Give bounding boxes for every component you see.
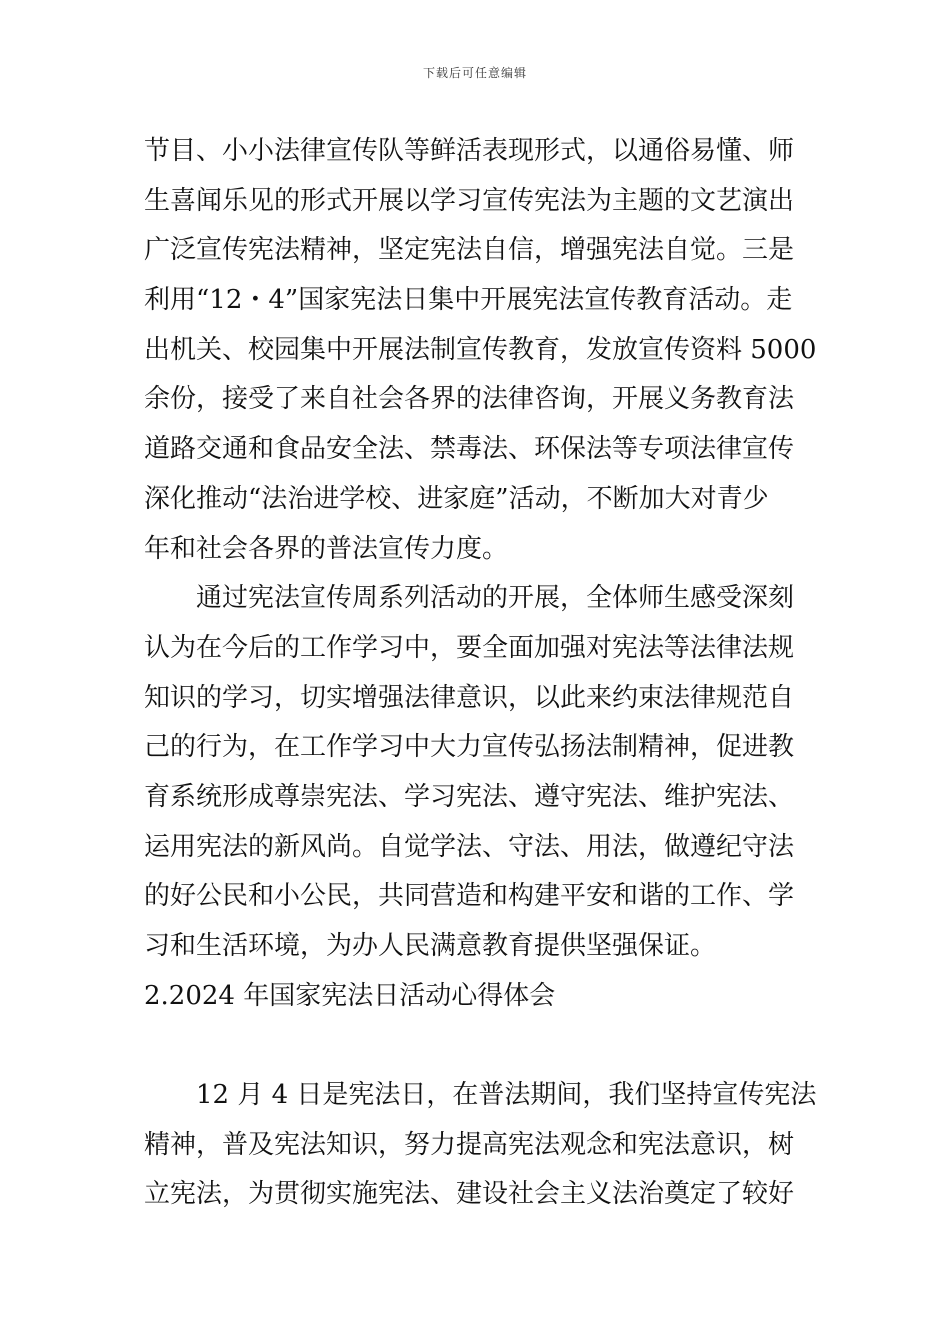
text-line: 出机关、校园集中开展法制宣传教育，发放宣传资料 5000 <box>144 334 817 365</box>
text-line: 己的行为，在工作学习中大力宣传弘扬法制精神，促进教 <box>144 732 795 763</box>
document-body <box>144 127 817 1220</box>
text-line: 运用宪法的新风尚。自觉学法、守法、用法，做遵纪守法 <box>144 831 795 862</box>
text-line: 道路交通和食品安全法、禁毒法、环保法等专项法律宣传 <box>144 434 795 465</box>
text-line: 习和生活环境，为办人民满意教育提供坚强保证。 <box>144 931 717 961</box>
text-line: 广泛宣传宪法精神，坚定宪法自信，增强宪法自觉。三是 <box>144 235 795 266</box>
text-line: 育系统形成尊崇宪法、学习宪法、遵守宪法、维护宪法、 <box>144 781 795 812</box>
text-line: 深化推动“法治进学校、进家庭”活动，不断加大对青少 <box>144 483 769 514</box>
text-line: 的好公民和小公民，共同营造和构建平安和谐的工作、学 <box>144 881 795 912</box>
blank-line <box>144 1021 809 1071</box>
paragraph-start-line: 通过宪法宣传周系列活动的开展，全体师生感受深刻 <box>196 583 795 614</box>
page-header: 下载后可任意编辑 <box>422 66 527 80</box>
text-line: 认为在今后的工作学习中，要全面加强对宪法等法律法规 <box>144 632 795 663</box>
text-line: 余份，接受了来自社会各界的法律咨询，开展义务教育法 <box>144 384 795 415</box>
text-line: 年和社会各界的普法宣传力度。 <box>144 533 509 564</box>
section-heading: 2.2024 年国家宪法日活动心得体会 <box>144 980 556 1011</box>
text-line: 利用“12・4”国家宪法日集中开展宪法宣传教育活动。走 <box>144 285 793 316</box>
text-line: 精神，普及宪法知识，努力提高宪法观念和宪法意识，树 <box>144 1129 795 1160</box>
text-line: 知识的学习，切实增强法律意识，以此来约束法律规范自 <box>144 682 795 713</box>
paragraph-start-line: 12 月 4 日是宪法日，在普法期间，我们坚持宣传宪法 <box>196 1080 817 1111</box>
text-line: 节目、小小法律宣传队等鲜活表现形式，以通俗易懂、师 <box>144 136 795 166</box>
text-line: 立宪法，为贯彻实施宪法、建设社会主义法治奠定了较好 <box>144 1179 795 1210</box>
text-line: 生喜闻乐见的形式开展以学习宣传宪法为主题的文艺演出 <box>144 185 795 216</box>
